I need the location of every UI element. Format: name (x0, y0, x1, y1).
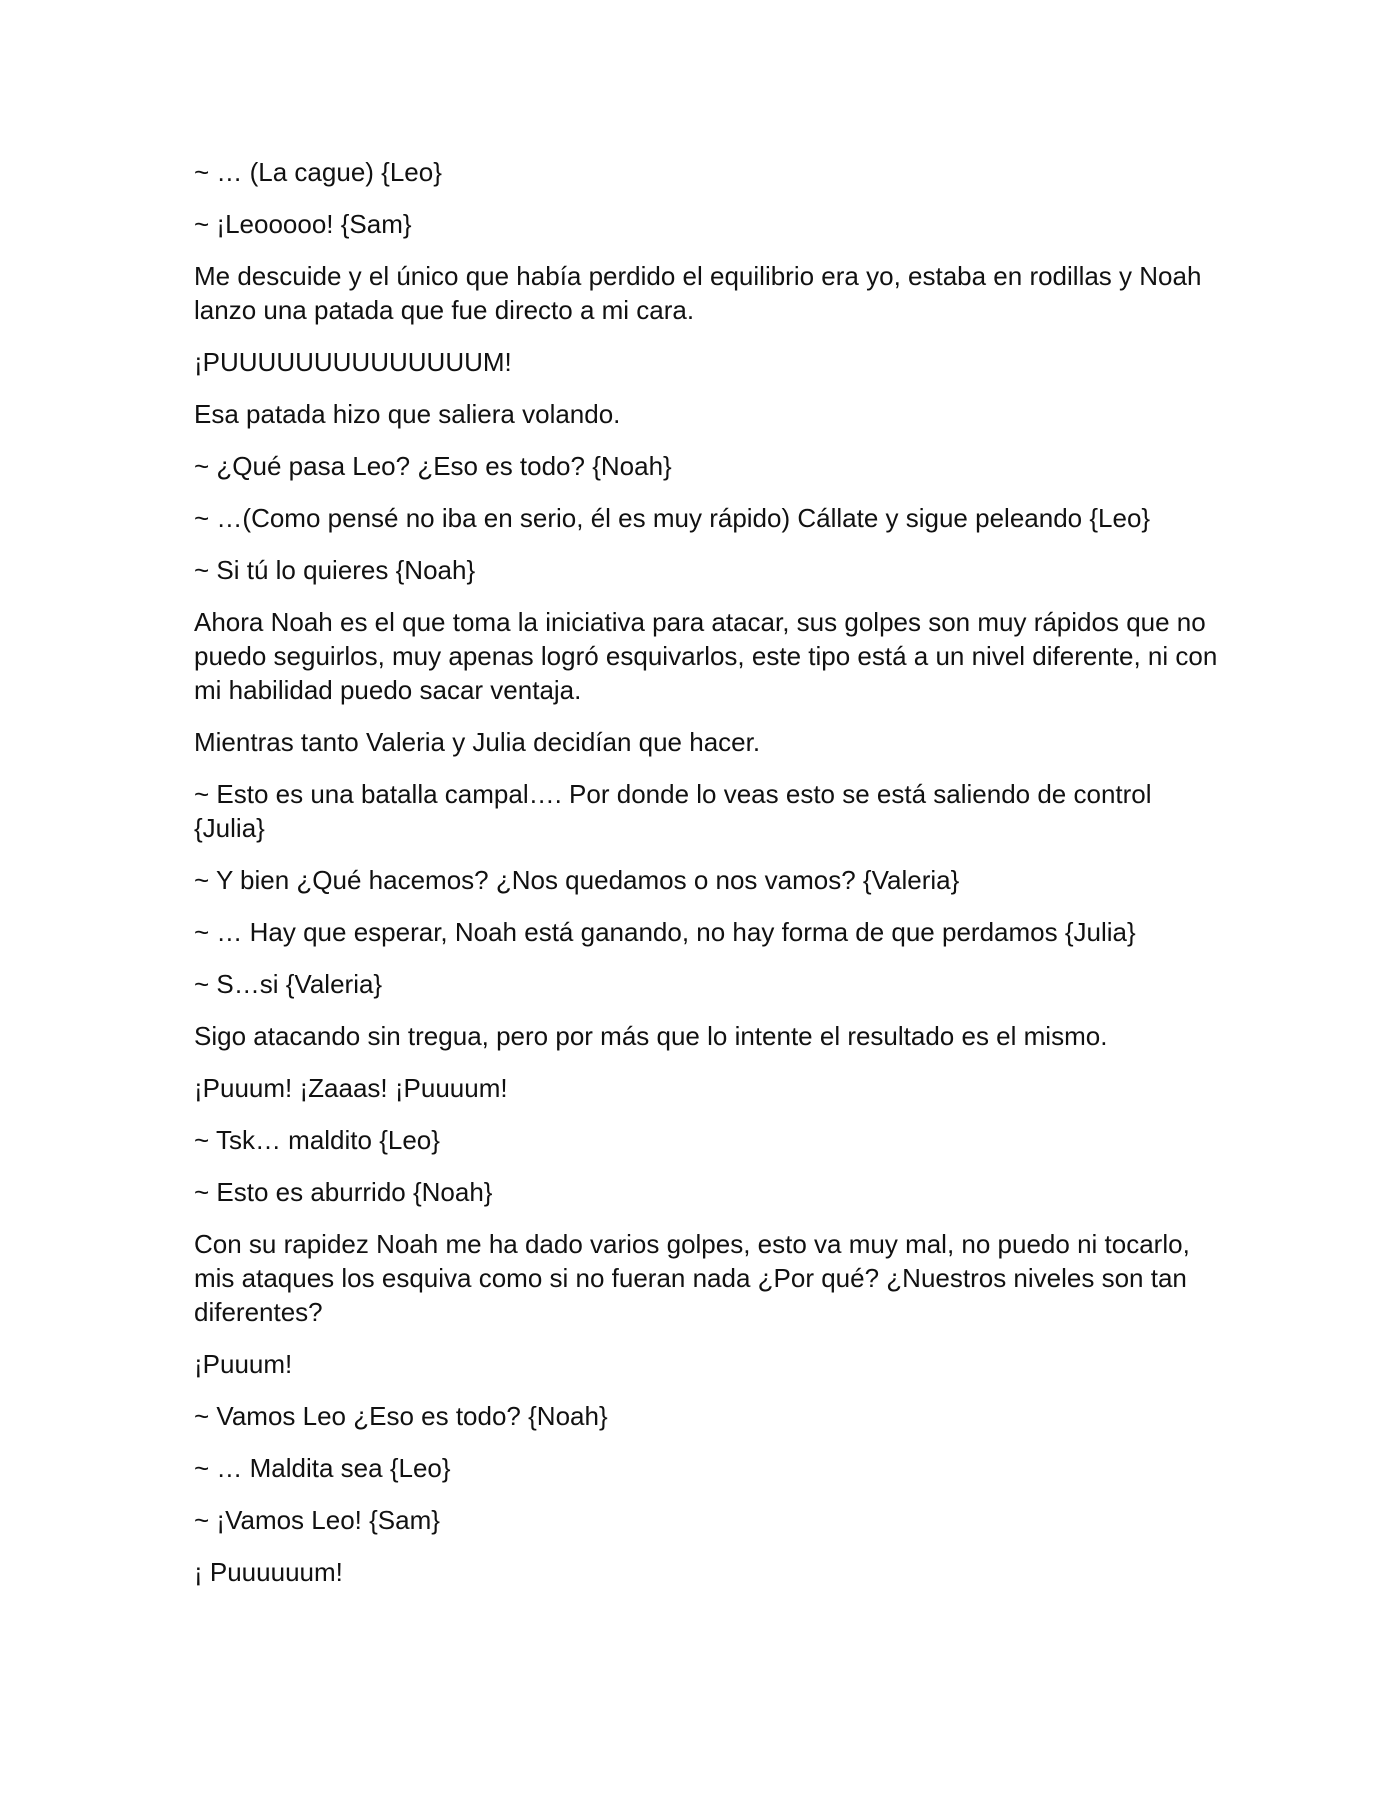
paragraph: Me descuide y el único que había perdido el equilibrio era yo, estaba en rodillas y Noah lanzo una patada que fue directo a mi cara. (194, 261, 1202, 325)
paragraph: ~ … Maldita sea {Leo} (194, 1453, 451, 1483)
paragraph: Mientras tanto Valeria y Julia decidían que hacer. (194, 727, 761, 757)
paragraph: ~ Si tú lo quieres {Noah} (194, 555, 476, 585)
paragraph: ¡PUUUUUUUUUUUUUUM! (194, 347, 512, 377)
paragraph: Con su rapidez Noah me ha dado varios golpes, esto va muy mal, no puedo ni tocarlo, mis ataques los esquiva como si no fueran nada ¿Por qué? ¿Nuestros niveles son tan diferentes? (194, 1229, 1190, 1327)
paragraph: ~ Esto es aburrido {Noah} (194, 1177, 493, 1207)
paragraph: ~ Vamos Leo ¿Eso es todo? {Noah} (194, 1401, 608, 1431)
paragraph: ~ ¡Vamos Leo! {Sam} (194, 1505, 440, 1535)
paragraph: ¡Puuum! ¡Zaaas! ¡Puuuum! (194, 1073, 508, 1103)
paragraph: Sigo atacando sin tregua, pero por más que lo intente el resultado es el mismo. (194, 1021, 1108, 1051)
paragraph: Esa patada hizo que saliera volando. (194, 399, 621, 429)
paragraph: ~ Y bien ¿Qué hacemos? ¿Nos quedamos o nos vamos? {Valeria} (194, 865, 960, 895)
paragraph: ~ ¿Qué pasa Leo? ¿Eso es todo? {Noah} (194, 451, 672, 481)
paragraph: ¡ Puuuuuum! (194, 1557, 343, 1587)
paragraph: ~ …(Como pensé no iba en serio, él es muy rápido) Cállate y sigue peleando {Leo} (194, 503, 1151, 533)
paragraph: ~ ¡Leooooo! {Sam} (194, 209, 412, 239)
paragraph: ~ S…si {Valeria} (194, 969, 383, 999)
document-body (194, 155, 1224, 1607)
paragraph: ~ … Hay que esperar, Noah está ganando, no hay forma de que perdamos {Julia} (194, 917, 1136, 947)
paragraph: ¡Puuum! (194, 1349, 293, 1379)
paragraph: Ahora Noah es el que toma la iniciativa para atacar, sus golpes son muy rápidos que no puedo seguirlos, muy apenas logró esquivarlos, este tipo está a un nivel diferente, ni con mi habilidad puedo sacar ventaja. (194, 607, 1218, 705)
paragraph: ~ Esto es una batalla campal…. Por donde lo veas esto se está saliendo de control {Julia} (194, 779, 1152, 843)
paragraph: ~ Tsk… maldito {Leo} (194, 1125, 440, 1155)
paragraph: ~ … (La cague) {Leo} (194, 157, 442, 187)
